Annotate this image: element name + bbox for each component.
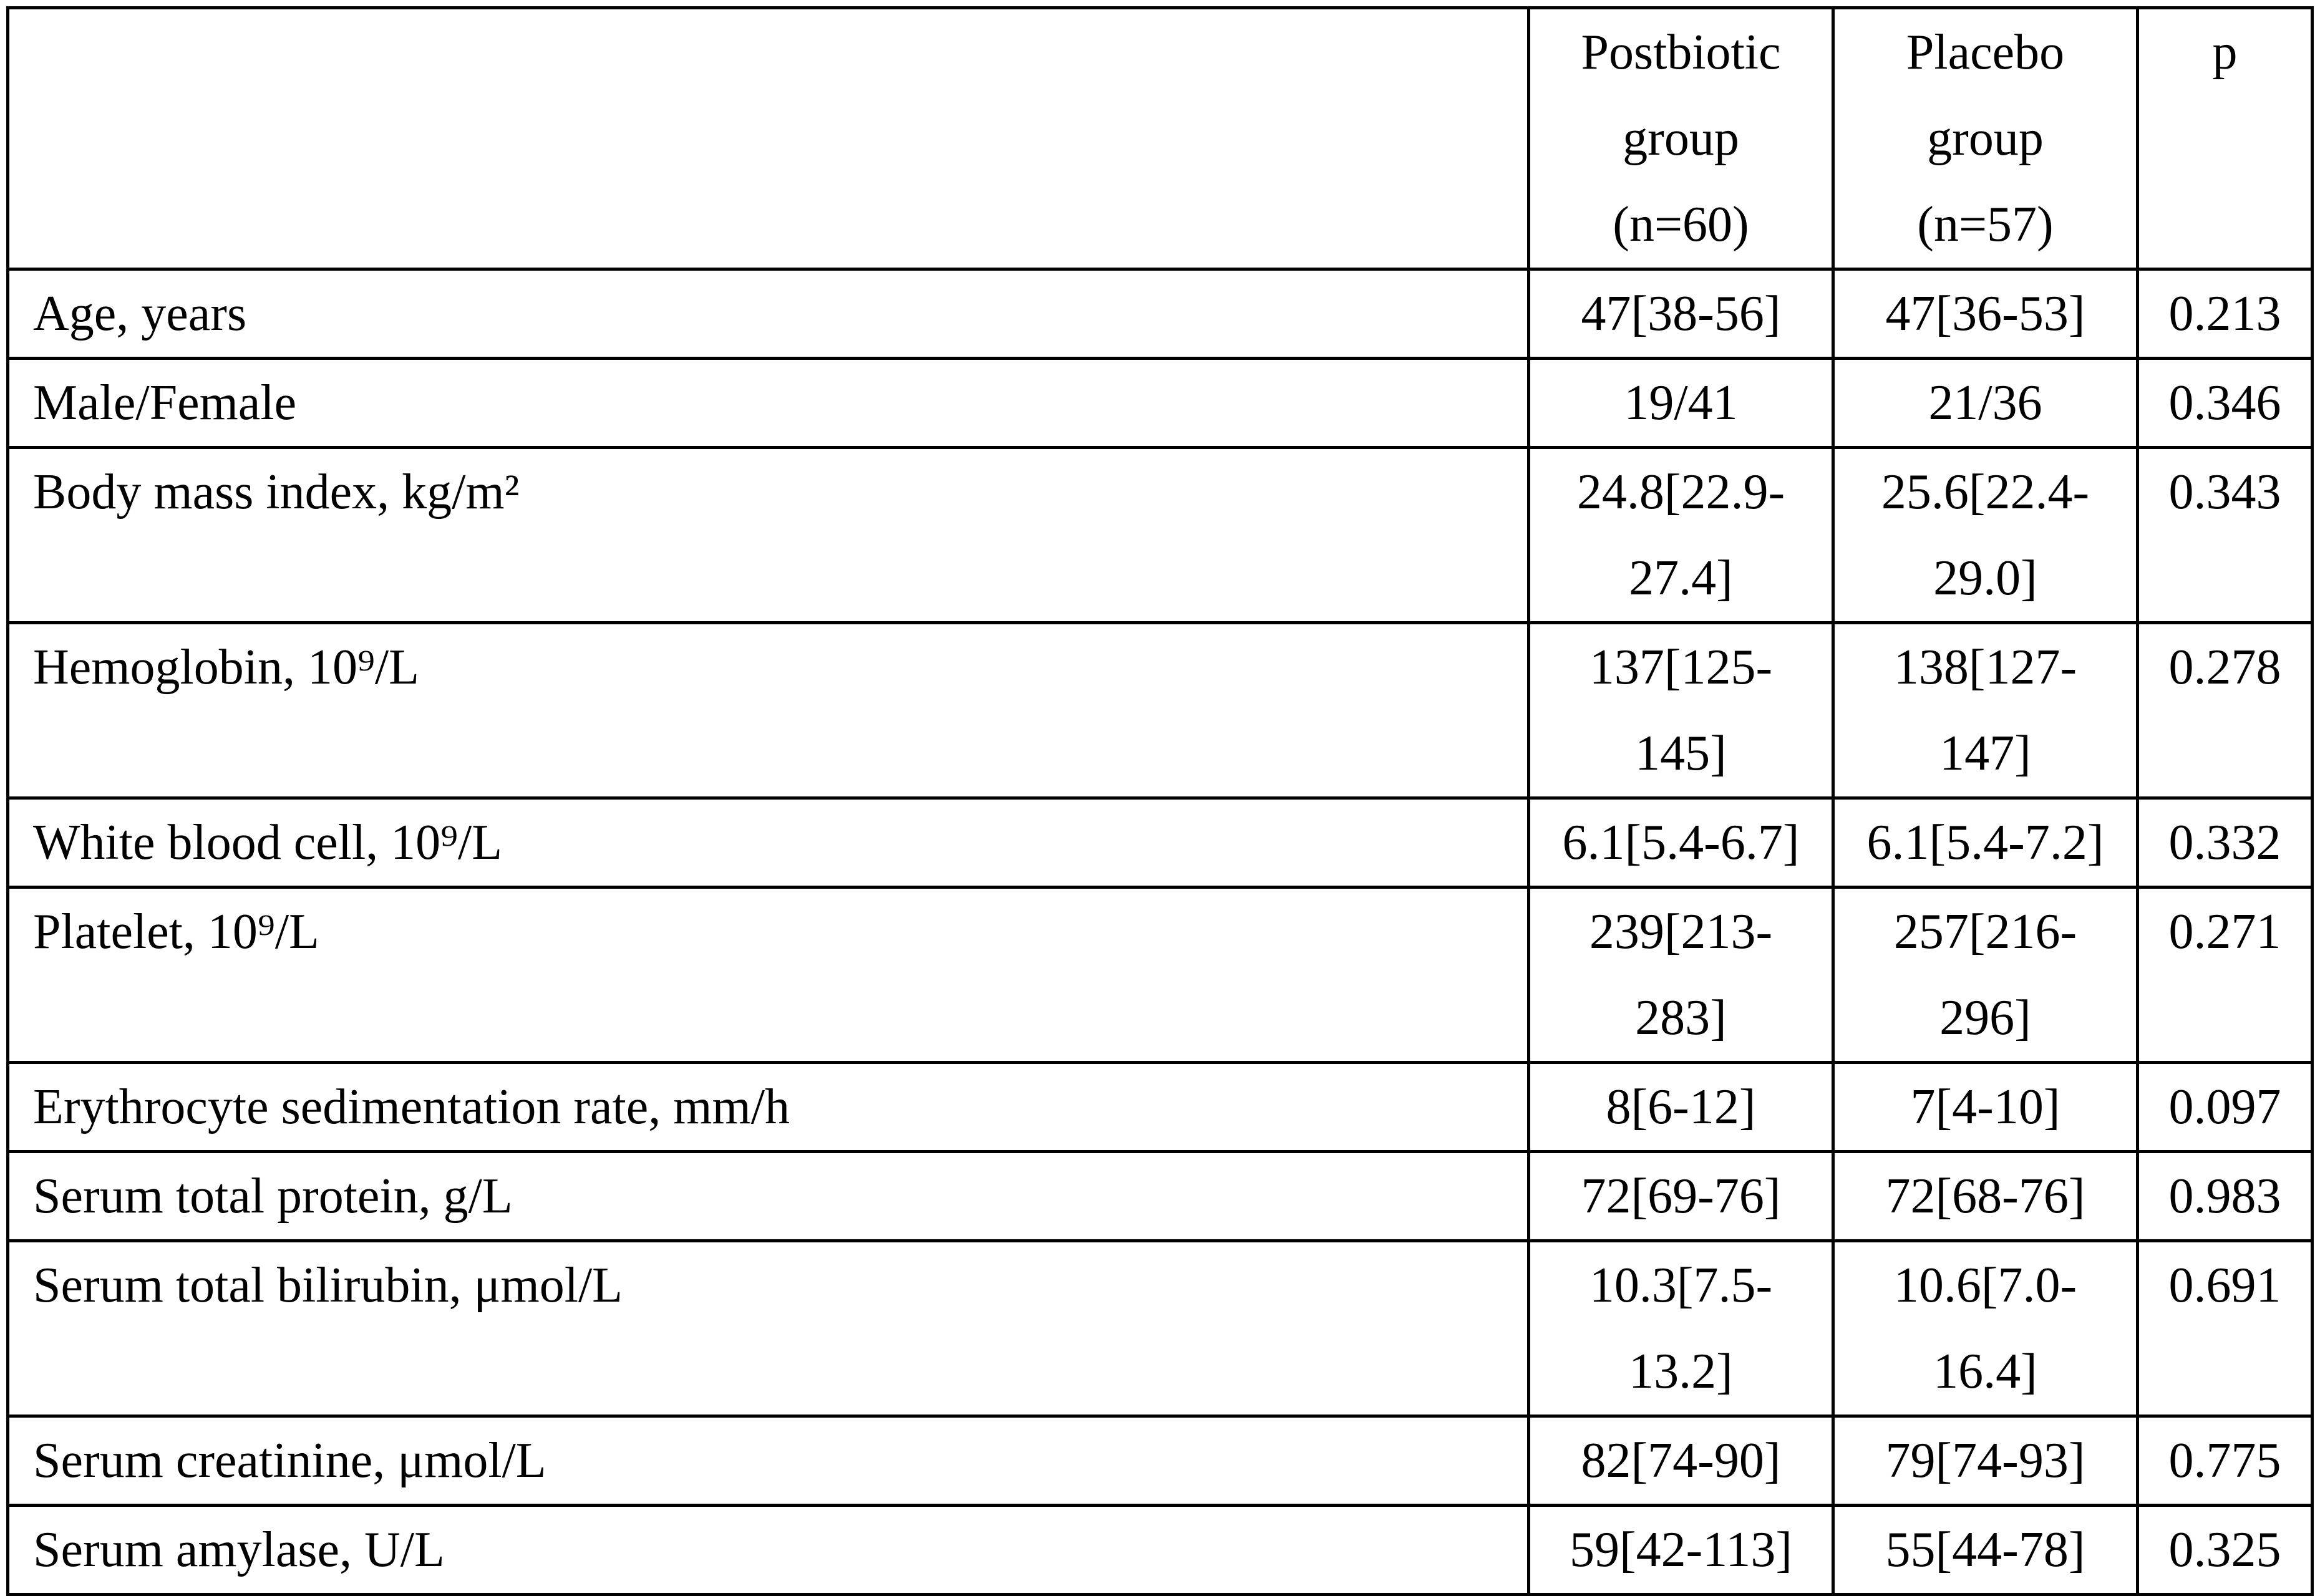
header-line: (n=60): [1613, 197, 1749, 252]
postbiotic-value: 137[125-145]: [1529, 623, 1833, 798]
row-label: Serum total bilirubin, μmol/L: [8, 1241, 1529, 1416]
table-row: [8, 623, 2313, 798]
header-line: group: [1623, 111, 1739, 166]
p-value: 0.278: [2138, 623, 2313, 798]
header-line: Postbiotic: [1581, 25, 1781, 80]
postbiotic-value: 72[69-76]: [1529, 1152, 1833, 1241]
table-row: [8, 887, 2313, 1063]
p-value: 0.271: [2138, 887, 2313, 1063]
row-label: Serum amylase, U/L: [8, 1506, 1529, 1595]
placebo-value: 257[216-296]: [1833, 887, 2138, 1063]
placebo-value: 10.6[7.0-16.4]: [1833, 1241, 2138, 1416]
table-row: [8, 1241, 2313, 1416]
p-value: 0.691: [2138, 1241, 2313, 1416]
row-label: Erythrocyte sedimentation rate, mm/h: [8, 1063, 1529, 1152]
row-label: White blood cell, 10⁹/L: [8, 798, 1529, 887]
placebo-value: 21/36: [1833, 359, 2138, 448]
p-value: 0.325: [2138, 1506, 2313, 1595]
p-value: 0.213: [2138, 269, 2313, 359]
postbiotic-value: 8[6-12]: [1529, 1063, 1833, 1152]
row-label: Serum creatinine, μmol/L: [8, 1416, 1529, 1506]
postbiotic-value: 82[74-90]: [1529, 1416, 1833, 1506]
placebo-value: 25.6[22.4-29.0]: [1833, 448, 2138, 623]
placebo-value: 7[4-10]: [1833, 1063, 2138, 1152]
row-label: Age, years: [8, 269, 1529, 359]
postbiotic-value: 239[213-283]: [1529, 887, 1833, 1063]
postbiotic-value: 6.1[5.4-6.7]: [1529, 798, 1833, 887]
placebo-value: 6.1[5.4-7.2]: [1833, 798, 2138, 887]
row-label: Hemoglobin, 10⁹/L: [8, 623, 1529, 798]
postbiotic-value: 10.3[7.5-13.2]: [1529, 1241, 1833, 1416]
p-value: 0.343: [2138, 448, 2313, 623]
row-label: Male/Female: [8, 359, 1529, 448]
table-row: [8, 798, 2313, 887]
placebo-value: 72[68-76]: [1833, 1152, 2138, 1241]
header-row: [8, 8, 2313, 269]
p-value: 0.983: [2138, 1152, 2313, 1241]
placebo-value: 79[74-93]: [1833, 1416, 2138, 1506]
table-row: [8, 1416, 2313, 1506]
table-row: [8, 448, 2313, 623]
p-value: 0.346: [2138, 359, 2313, 448]
postbiotic-value: 19/41: [1529, 359, 1833, 448]
table-row: [8, 1506, 2313, 1595]
p-value: 0.775: [2138, 1416, 2313, 1506]
placebo-value: 47[36-53]: [1833, 269, 2138, 359]
header-line: group: [1927, 111, 2044, 166]
header-line: (n=57): [1917, 197, 2054, 252]
postbiotic-value: 47[38-56]: [1529, 269, 1833, 359]
row-label: Platelet, 10⁹/L: [8, 887, 1529, 1063]
postbiotic-value: 24.8[22.9-27.4]: [1529, 448, 1833, 623]
header-p-value: p: [2138, 8, 2313, 269]
table-row: [8, 1152, 2313, 1241]
table-row: [8, 1063, 2313, 1152]
header-postbiotic-group: [1529, 8, 1833, 269]
table-row: [8, 359, 2313, 448]
header-placebo-group: [1833, 8, 2138, 269]
postbiotic-value: 59[42-113]: [1529, 1506, 1833, 1595]
table-row: [8, 269, 2313, 359]
row-label: Serum total protein, g/L: [8, 1152, 1529, 1241]
row-label: Body mass index, kg/m²: [8, 448, 1529, 623]
header-line: Placebo: [1906, 25, 2065, 80]
baseline-characteristics-table: [6, 6, 2314, 1596]
header-variable: [8, 8, 1529, 269]
p-value: 0.332: [2138, 798, 2313, 887]
p-value: 0.097: [2138, 1063, 2313, 1152]
placebo-value: 138[127-147]: [1833, 623, 2138, 798]
placebo-value: 55[44-78]: [1833, 1506, 2138, 1595]
